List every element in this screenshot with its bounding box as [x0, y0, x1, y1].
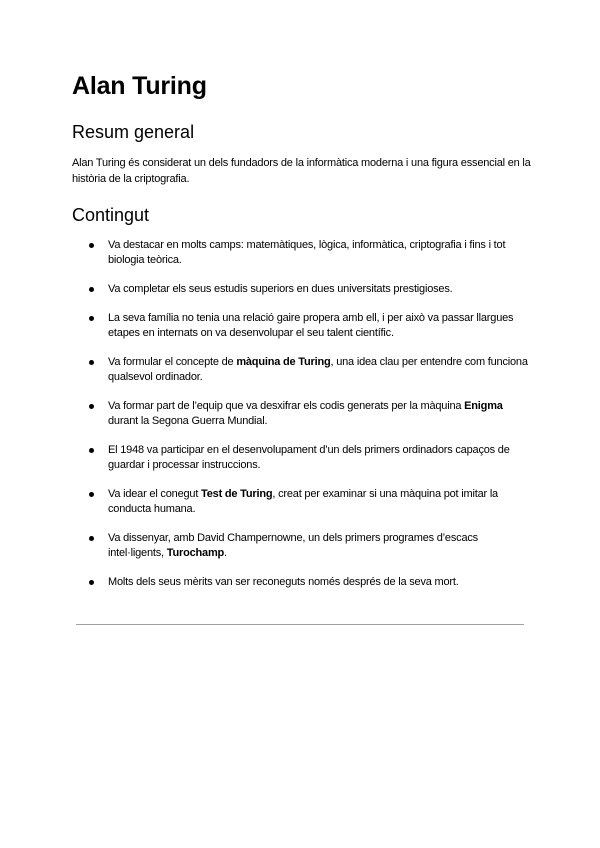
list-item — [72, 575, 532, 590]
content-heading: Contingut — [72, 205, 150, 225]
list-item — [72, 311, 532, 341]
item-text: El 1948 va participar en el desenvolupament d’un dels primers ordinadors capaços de guardar i processar instruccions. — [108, 444, 510, 471]
item-bold-text: Test de Turing — [201, 488, 273, 500]
list-item — [72, 399, 532, 429]
item-text-after: , una idea clau per entendre com funciona qualsevol ordinador. — [108, 356, 528, 383]
list-item — [72, 282, 532, 297]
list-item — [72, 531, 532, 561]
item-bold-text: Enigma — [464, 400, 503, 412]
bullet-icon — [89, 492, 94, 497]
item-text: Va destacar en molts camps: matemàtiques, lògica, informàtica, criptografia i fins i tot biologia teòrica. — [108, 239, 506, 266]
bullet-icon — [89, 287, 94, 292]
item-text-after: , creat per examinar si una màquina pot imitar la conducta humana. — [108, 488, 498, 515]
bullet-icon — [89, 580, 94, 585]
bullet-icon — [89, 360, 94, 365]
list-item — [72, 443, 532, 473]
item-text: La seva família no tenia una relació gaire propera amb ell, i per això va passar llargues etapes en internats on va desenvolupar el seu talent científic. — [108, 312, 514, 339]
item-text: Va dissenyar, amb David Champernowne, un dels primers programes d’escacs intel·ligents, — [108, 532, 478, 559]
page-title: Alan Turing — [72, 72, 207, 100]
item-text: Molts dels seus mèrits van ser reconeguts només després de la seva mort. — [108, 576, 459, 588]
item-text: Va formular el concepte de — [108, 356, 237, 368]
bullet-icon — [89, 448, 94, 453]
bullet-icon — [89, 404, 94, 409]
summary-heading: Resum general — [72, 122, 195, 142]
item-text: Va formar part de l’equip que va desxifrar els codis generats per la màquina — [108, 400, 465, 412]
content-list — [72, 238, 532, 604]
list-item — [72, 355, 532, 385]
item-text: Va idear el conegut — [108, 488, 202, 500]
item-bold-text: màquina de Turing — [236, 356, 331, 368]
bullet-icon — [89, 316, 94, 321]
list-item — [72, 238, 532, 268]
horizontal-divider — [76, 624, 524, 625]
summary-paragraph: Alan Turing és considerat un dels fundadors de la informàtica moderna i una figura essencial en la història de la criptografia. — [72, 157, 531, 185]
item-bold-text: Turochamp — [166, 547, 225, 559]
bullet-icon — [89, 536, 94, 541]
list-item — [72, 487, 532, 517]
bullet-icon — [89, 243, 94, 248]
item-text-after: durant la Segona Guerra Mundial. — [108, 415, 268, 427]
item-text-after: . — [224, 547, 227, 559]
item-text: Va completar els seus estudis superiors en dues universitats prestigioses. — [108, 283, 453, 295]
